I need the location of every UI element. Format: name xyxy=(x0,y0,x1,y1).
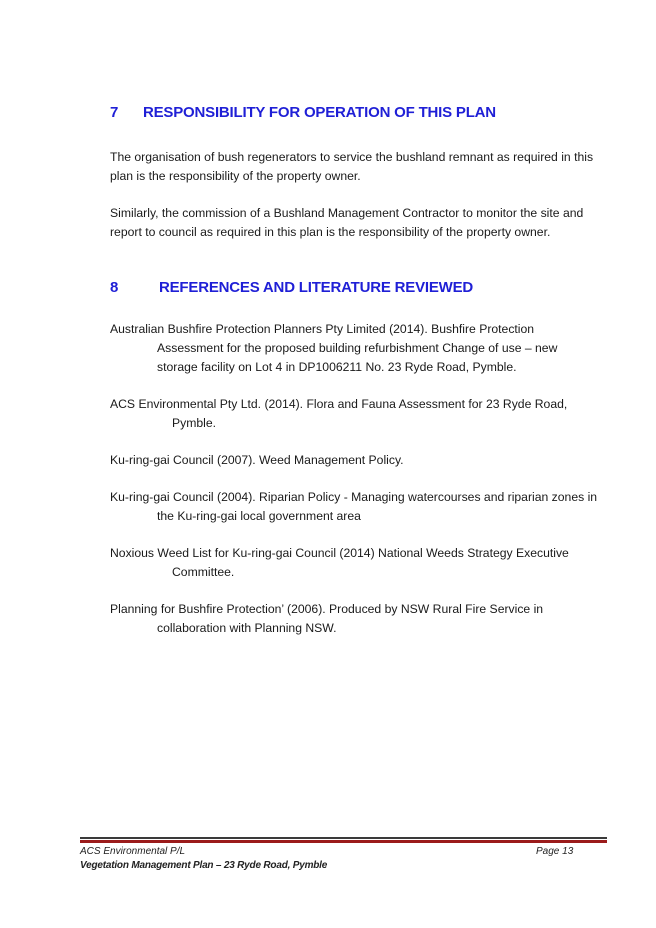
section-7-paragraph-1: The organisation of bush regenerators to service the bushland remnant as required in this plan is the responsibility of the property owner. xyxy=(110,150,594,183)
reference-continuation: storage facility on Lot 4 in DP1006211 No. 23 Ryde Road, Pymble. xyxy=(157,360,517,374)
section-7-paragraph-2: Similarly, the commission of a Bushland Management Contractor to monitor the site and report to council as required in this plan is the responsibility of the property owner. xyxy=(110,206,584,239)
footer-page-number: Page 13 xyxy=(536,846,574,857)
footer-rule-dark xyxy=(80,837,607,839)
reference-item xyxy=(110,320,600,377)
reference-item xyxy=(110,544,600,582)
reference-first-line: Ku-ring-gai Council (2007). Weed Management Policy. xyxy=(110,453,404,467)
reference-item xyxy=(110,488,600,526)
section-8-title: REFERENCES AND LITERATURE REVIEWED xyxy=(159,279,474,296)
reference-continuation: the Ku-ring-gai local government area xyxy=(157,509,361,523)
reference-item xyxy=(110,600,600,638)
reference-first-line: Ku-ring-gai Council (2004). Riparian Policy - Managing watercourses and riparian zones in xyxy=(110,490,598,504)
reference-continuation: collaboration with Planning NSW. xyxy=(157,621,337,635)
section-7-number: 7 xyxy=(110,104,119,121)
footer-rule-red xyxy=(80,840,607,843)
footer-company: ACS Environmental P/L xyxy=(80,846,186,857)
reference-continuation: Assessment for the proposed building refurbishment Change of use – new xyxy=(157,341,558,355)
reference-continuation: Committee. xyxy=(172,565,235,579)
reference-first-line: ACS Environmental Pty Ltd. (2014). Flora and Fauna Assessment for 23 Ryde Road, xyxy=(110,397,568,411)
section-7-title: RESPONSIBILITY FOR OPERATION OF THIS PLAN xyxy=(143,104,496,121)
reference-first-line: Planning for Bushfire Protection’ (2006). Produced by NSW Rural Fire Service in xyxy=(110,602,544,616)
section-7-heading xyxy=(110,104,496,121)
reference-first-line: Australian Bushfire Protection Planners Pty Limited (2014). Bushfire Protection xyxy=(110,322,535,336)
footer-left xyxy=(80,845,327,873)
reference-first-line: Noxious Weed List for Ku-ring-gai Council (2014) National Weeds Strategy Executive xyxy=(110,546,569,560)
reference-continuation: Pymble. xyxy=(172,416,217,430)
section-8-heading xyxy=(110,279,473,296)
footer-document-title: Vegetation Management Plan – 23 Ryde Road, Pymble xyxy=(80,860,328,871)
reference-item xyxy=(110,395,600,433)
section-8-number: 8 xyxy=(110,279,119,296)
reference-item xyxy=(110,451,600,470)
